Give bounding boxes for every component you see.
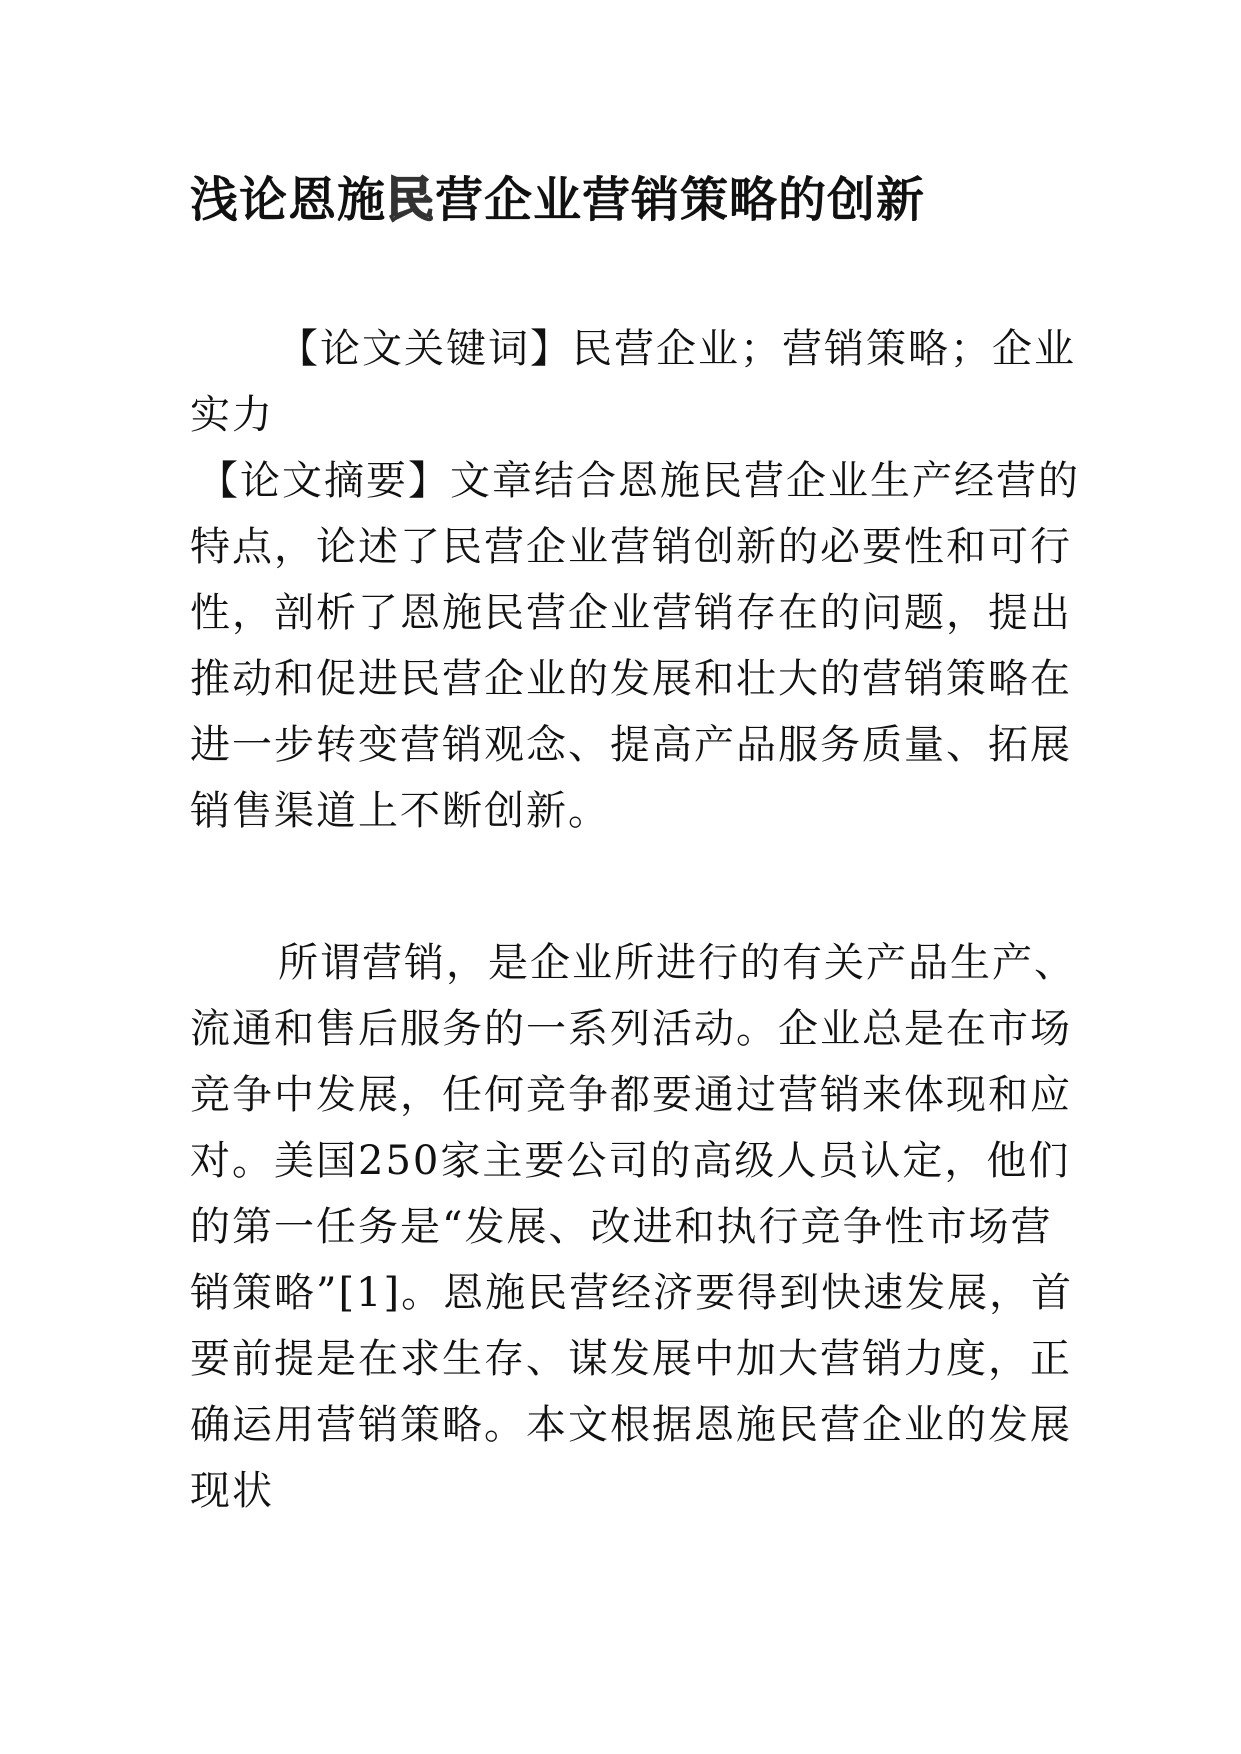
title-part-1: 浅论恩施 — [190, 172, 387, 228]
body-paragraph: 所谓营销，是企业所进行的有关产品生产、流通和售后服务的一系列活动。企业总是在市场竞争中发展，任何竞争都要通过营销来体现和应对。美国250家主要公司的高级人员认定，他们的第一任务是“发展、改进和执行竞争性市场营销策略”[1]。恩施民营经济要得到快速发展，首要前提是在求生存、谋发展中加大营销力度，正确运用营销策略。本文根据恩施民营企业的发展现状 — [190, 940, 1076, 1514]
document-title — [190, 168, 1090, 232]
title-outlined-character: 民 — [386, 172, 436, 228]
title-part-2: 营企业营销策略的创新 — [435, 172, 926, 228]
abstract-paragraph: 【论文摘要】文章结合恩施民营企业生产经营的特点，论述了民营企业营销创新的必要性和可行性，剖析了恩施民营企业营销存在的问题，提出推动和促进民营企业的发展和壮大的营销策略在进一步转变营销观念、提高产品服务质量、拓展销售渠道上不断创新。 — [190, 458, 1080, 834]
keywords-paragraph: 【论文关键词】民营企业；营销策略；企业实力 — [190, 326, 1076, 438]
